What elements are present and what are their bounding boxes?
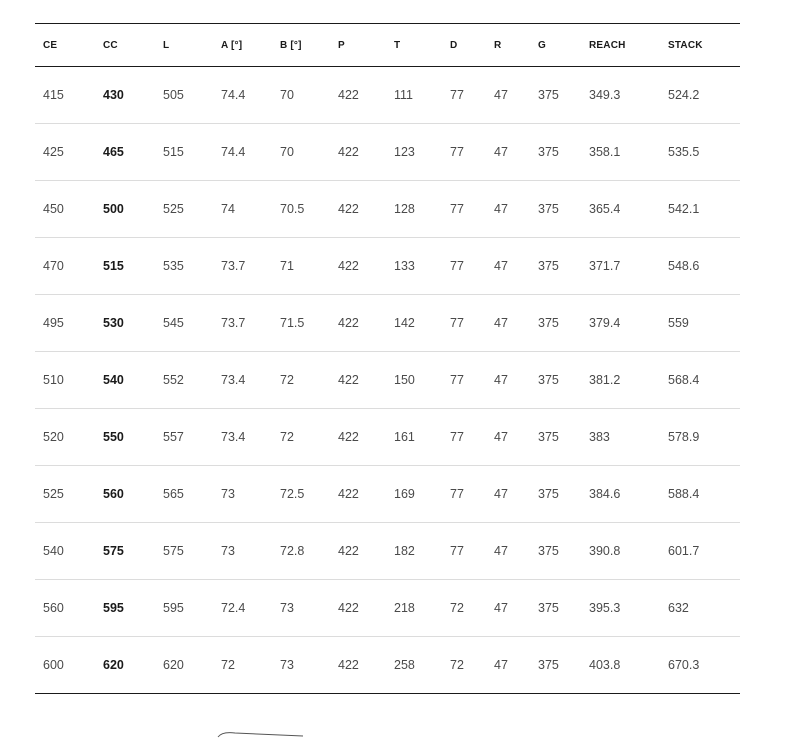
table-cell: 524.2 <box>668 88 700 102</box>
table-cell: 568.4 <box>668 373 700 387</box>
table-cell: 375 <box>538 88 559 102</box>
table-cell: 74.4 <box>221 88 246 102</box>
table-cell: 560 <box>103 487 124 501</box>
table-cell: 47 <box>494 430 508 444</box>
table-cell: 495 <box>43 316 64 330</box>
table-cell: 71 <box>280 259 294 273</box>
table-cell: 425 <box>43 145 64 159</box>
table-cell: 470 <box>43 259 64 273</box>
table-cell: 73 <box>221 487 235 501</box>
table-cell: 595 <box>103 601 124 615</box>
table-cell: 375 <box>538 544 559 558</box>
table-cell: 70 <box>280 145 294 159</box>
table-cell: 515 <box>103 259 124 273</box>
table-cell: 422 <box>338 430 359 444</box>
table-cell: 47 <box>494 316 508 330</box>
table-cell: 218 <box>394 601 415 615</box>
table-cell: 375 <box>538 259 559 273</box>
table-row <box>35 523 740 580</box>
table-cell: 72 <box>450 601 464 615</box>
table-cell: 72 <box>221 658 235 672</box>
table-cell: 169 <box>394 487 415 501</box>
table-cell: 47 <box>494 601 508 615</box>
table-cell: 150 <box>394 373 415 387</box>
table-cell: 500 <box>103 202 124 216</box>
table-cell: 73 <box>280 601 294 615</box>
table-row <box>35 466 740 523</box>
column-header: A [°] <box>221 39 243 51</box>
table-body <box>35 67 740 694</box>
table-cell: 47 <box>494 145 508 159</box>
table-cell: 632 <box>668 601 689 615</box>
table-cell: 422 <box>338 259 359 273</box>
table-cell: 77 <box>450 430 464 444</box>
table-cell: 550 <box>103 430 124 444</box>
table-header <box>35 24 740 67</box>
table-cell: 515 <box>163 145 184 159</box>
table-row <box>35 637 740 694</box>
table-cell: 70 <box>280 88 294 102</box>
table-cell: 535.5 <box>668 145 700 159</box>
table-cell: 520 <box>43 430 64 444</box>
table-cell: 375 <box>538 373 559 387</box>
table-cell: 47 <box>494 658 508 672</box>
table-cell: 77 <box>450 316 464 330</box>
table-cell: 601.7 <box>668 544 700 558</box>
column-header: REACH <box>589 39 626 51</box>
table-cell: 47 <box>494 88 508 102</box>
table-cell: 670.3 <box>668 658 700 672</box>
table-cell: 365.4 <box>589 202 621 216</box>
table-cell: 73 <box>221 544 235 558</box>
table-cell: 72.4 <box>221 601 246 615</box>
table-cell: 620 <box>163 658 184 672</box>
column-header: CC <box>103 39 118 51</box>
table-cell: 422 <box>338 88 359 102</box>
table-cell: 525 <box>163 202 184 216</box>
column-header: STACK <box>668 39 703 51</box>
table-cell: 540 <box>103 373 124 387</box>
table-row <box>35 67 740 124</box>
table-cell: 430 <box>103 88 124 102</box>
table-cell: 375 <box>538 487 559 501</box>
table-cell: 358.1 <box>589 145 621 159</box>
table-cell: 47 <box>494 202 508 216</box>
table-cell: 77 <box>450 487 464 501</box>
table-cell: 73.7 <box>221 316 246 330</box>
table-cell: 73.4 <box>221 373 246 387</box>
table-cell: 70.5 <box>280 202 305 216</box>
table-cell: 375 <box>538 145 559 159</box>
column-header: R <box>494 39 502 51</box>
table-cell: 123 <box>394 145 415 159</box>
table-cell: 530 <box>103 316 124 330</box>
table-cell: 72.5 <box>280 487 305 501</box>
table-cell: 77 <box>450 88 464 102</box>
table-cell: 552 <box>163 373 184 387</box>
table-cell: 548.6 <box>668 259 700 273</box>
table-cell: 422 <box>338 373 359 387</box>
table-cell: 600 <box>43 658 64 672</box>
table-cell: 72 <box>450 658 464 672</box>
table-cell: 540 <box>43 544 64 558</box>
table-cell: 403.8 <box>589 658 621 672</box>
table-cell: 47 <box>494 487 508 501</box>
table-cell: 77 <box>450 145 464 159</box>
table-cell: 565 <box>163 487 184 501</box>
table-cell: 559 <box>668 316 689 330</box>
table-cell: 422 <box>338 316 359 330</box>
table-cell: 72 <box>280 373 294 387</box>
column-header: CE <box>43 39 58 51</box>
table-cell: 375 <box>538 316 559 330</box>
table-cell: 47 <box>494 544 508 558</box>
table-cell: 74.4 <box>221 145 246 159</box>
table-cell: 575 <box>163 544 184 558</box>
table-cell: 182 <box>394 544 415 558</box>
table-cell: 422 <box>338 202 359 216</box>
table-cell: 375 <box>538 601 559 615</box>
table-cell: 578.9 <box>668 430 700 444</box>
table-cell: 77 <box>450 544 464 558</box>
table-cell: 557 <box>163 430 184 444</box>
table-cell: 588.4 <box>668 487 700 501</box>
table-cell: 128 <box>394 202 415 216</box>
geometry-table <box>35 23 740 694</box>
table-cell: 72 <box>280 430 294 444</box>
table-row <box>35 238 740 295</box>
table-cell: 74 <box>221 202 235 216</box>
table-cell: 47 <box>494 373 508 387</box>
table-cell: 133 <box>394 259 415 273</box>
table-cell: 375 <box>538 658 559 672</box>
table-cell: 422 <box>338 658 359 672</box>
table-row <box>35 352 740 409</box>
table-cell: 395.3 <box>589 601 621 615</box>
table-row <box>35 181 740 238</box>
column-header: B [°] <box>280 39 302 51</box>
table-row <box>35 580 740 637</box>
table-cell: 111 <box>394 88 414 102</box>
table-cell: 545 <box>163 316 184 330</box>
table-cell: 510 <box>43 373 64 387</box>
table-cell: 371.7 <box>589 259 621 273</box>
table-cell: 72.8 <box>280 544 305 558</box>
table-cell: 560 <box>43 601 64 615</box>
column-header: P <box>338 39 345 51</box>
table-cell: 142 <box>394 316 415 330</box>
table-cell: 535 <box>163 259 184 273</box>
table-cell: 505 <box>163 88 184 102</box>
column-header: G <box>538 39 546 51</box>
table-cell: 73.7 <box>221 259 246 273</box>
table-cell: 542.1 <box>668 202 700 216</box>
table-cell: 381.2 <box>589 373 621 387</box>
table-cell: 77 <box>450 202 464 216</box>
table-row <box>35 409 740 466</box>
table-cell: 73 <box>280 658 294 672</box>
table-cell: 415 <box>43 88 64 102</box>
table-cell: 77 <box>450 259 464 273</box>
column-header: D <box>450 39 458 51</box>
table-cell: 422 <box>338 601 359 615</box>
table-row <box>35 295 740 352</box>
table-cell: 595 <box>163 601 184 615</box>
table-cell: 375 <box>538 430 559 444</box>
table-cell: 161 <box>394 430 415 444</box>
column-header: L <box>163 39 170 51</box>
table-cell: 379.4 <box>589 316 621 330</box>
table-cell: 71.5 <box>280 316 305 330</box>
table-cell: 349.3 <box>589 88 621 102</box>
table-cell: 422 <box>338 487 359 501</box>
table-cell: 575 <box>103 544 124 558</box>
table-cell: 375 <box>538 202 559 216</box>
table-cell: 525 <box>43 487 64 501</box>
table-cell: 77 <box>450 373 464 387</box>
table-cell: 450 <box>43 202 64 216</box>
table-cell: 47 <box>494 259 508 273</box>
table-cell: 384.6 <box>589 487 621 501</box>
header-row <box>35 24 740 67</box>
table-cell: 620 <box>103 658 124 672</box>
table-cell: 258 <box>394 658 415 672</box>
table-cell: 465 <box>103 145 124 159</box>
table-cell: 390.8 <box>589 544 621 558</box>
column-header: T <box>394 39 401 51</box>
table-cell: 422 <box>338 145 359 159</box>
table-row <box>35 124 740 181</box>
table-cell: 383 <box>589 430 610 444</box>
bike-illustration <box>215 730 315 738</box>
table-cell: 422 <box>338 544 359 558</box>
table-cell: 73.4 <box>221 430 246 444</box>
